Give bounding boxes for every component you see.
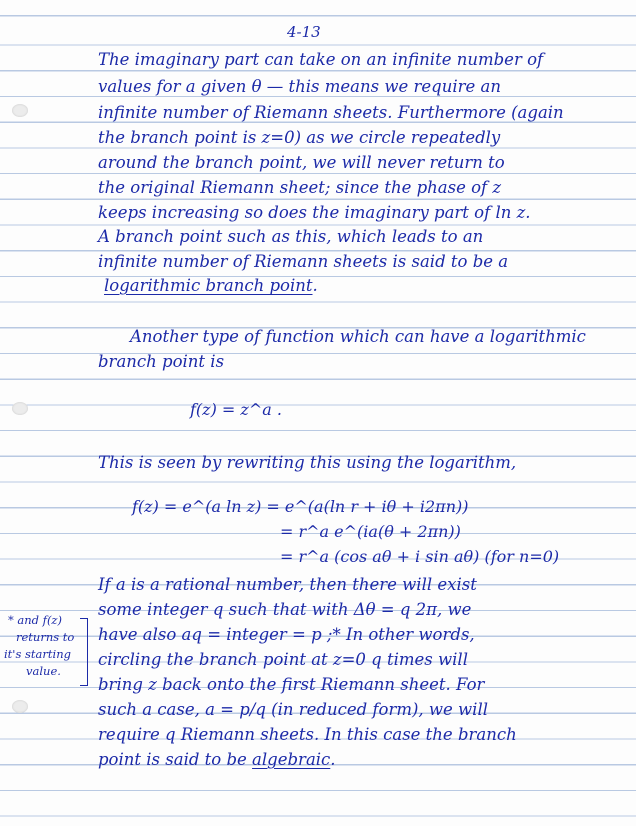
- binder-hole: [12, 104, 28, 117]
- term-algebraic: algebraic: [252, 750, 331, 769]
- text-line: values for a given θ — this means we require an: [98, 77, 501, 96]
- final-text: point is said to be: [98, 750, 253, 769]
- equation-line: = r^a (cos aθ + i sin aθ) (for n=0): [280, 547, 560, 566]
- text-line: such a case, a = p/q (in reduced form), we will: [98, 700, 488, 719]
- term-line: [104, 276, 318, 296]
- text-line: branch point is: [98, 352, 225, 371]
- term-period: .: [312, 276, 318, 295]
- margin-note-line: returns to: [16, 630, 75, 644]
- text-line: have also aq = integer = p ;* In other words,: [98, 625, 475, 644]
- margin-note-line: * and f(z): [8, 613, 62, 627]
- text-line: the branch point is z=0) as we circle repeatedly: [98, 128, 501, 147]
- margin-note-line: it's starting: [4, 647, 71, 661]
- page-number: 4-13: [287, 23, 321, 41]
- text-line: the original Riemann sheet; since the phase of z: [98, 178, 502, 197]
- text-line: require q Riemann sheets. In this case the branch: [98, 725, 517, 744]
- term-logarithmic-branch-point: logarithmic branch point: [104, 276, 313, 295]
- equation-f-of-z: f(z) = z^a .: [190, 400, 282, 419]
- equation-line: = r^a e^(ia(θ + 2πn)): [280, 522, 461, 541]
- margin-note-bracket: [80, 618, 88, 686]
- text-line: A branch point such as this, which leads to an: [98, 227, 484, 246]
- final-line: [98, 750, 336, 770]
- binder-hole: [12, 700, 28, 713]
- text-line: bring z back onto the first Riemann sheet. For: [98, 675, 485, 694]
- text-line: around the branch point, we will never return to: [98, 153, 505, 172]
- equation-line: f(z) = e^(a ln z) = e^(a(ln r + iθ + i2πn)): [132, 497, 469, 516]
- final-period: .: [330, 750, 336, 769]
- margin-note-line: value.: [26, 664, 61, 678]
- text-line: some integer q such that with Δθ = q 2π, we: [98, 600, 472, 619]
- text-line: The imaginary part can take on an infinite number of: [98, 50, 544, 69]
- text-line: keeps increasing so does the imaginary part of ln z.: [98, 203, 531, 222]
- text-line: If a is a rational number, then there will exist: [98, 575, 477, 594]
- text-line: Another type of function which can have a logarithmic: [130, 327, 586, 346]
- text-line: infinite number of Riemann sheets is said to be a: [98, 252, 509, 271]
- text-line: circling the branch point at z=0 q times will: [98, 650, 468, 669]
- text-line: This is seen by rewriting this using the logarithm,: [98, 453, 517, 472]
- binder-hole: [12, 402, 28, 415]
- text-line: infinite number of Riemann sheets. Furthermore (again: [98, 103, 564, 122]
